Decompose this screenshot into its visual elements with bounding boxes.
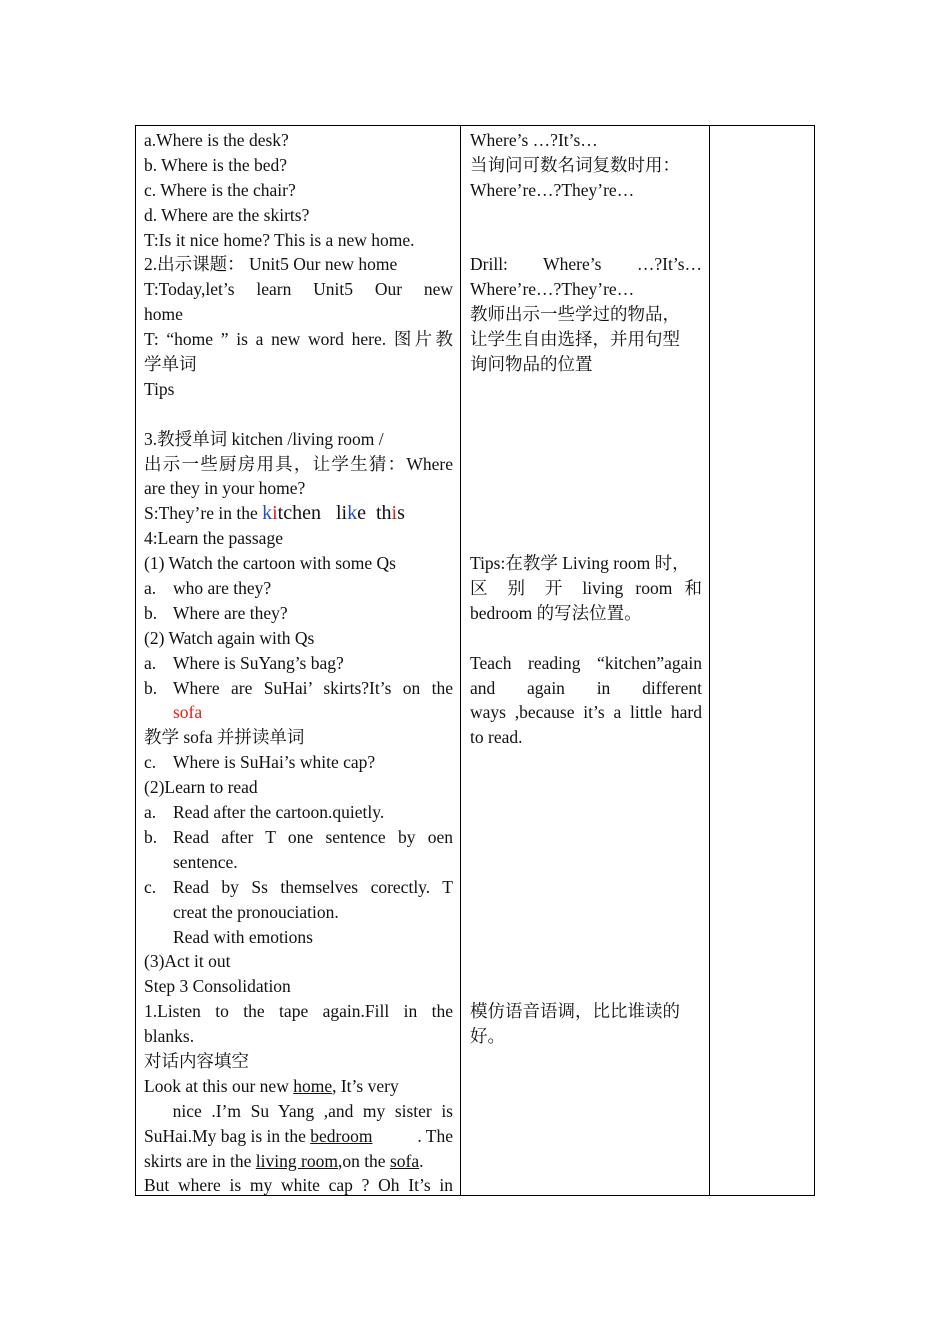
drill-line: Where’re…?They’re… — [470, 279, 635, 300]
drill-line: 教师出示一些学过的物品， — [470, 304, 680, 325]
tips-line: 区 别 开 living room 和 — [470, 578, 702, 599]
teach-sofa-line: 教学 sofa 并拼读单词 — [144, 727, 305, 748]
tips-label: Tips — [144, 378, 175, 399]
note-line: Where’s …?It’s… — [470, 130, 598, 150]
empty-column — [710, 126, 814, 1195]
list-item: a. Read after the cartoon.quietly. — [144, 802, 385, 823]
home-word-line-cont: 学单词 — [144, 354, 197, 375]
procedure-column — [136, 126, 461, 1195]
consolidation-heading: Step 3 Consolidation — [144, 976, 291, 997]
step3-words: 3.教授单词 kitchen /living room / — [144, 428, 384, 449]
notes-column — [461, 126, 710, 1195]
list-item: c. Where is SuHai’s white cap? — [144, 752, 376, 773]
question-c: c. Where is the chair? — [144, 179, 296, 200]
list-item-cont: creat the pronouciation. — [173, 901, 339, 922]
nice-home-line: T:Is it nice home? This is a new home. — [144, 229, 415, 250]
teach-line: and again in different — [470, 677, 702, 698]
today-line: T:Today,let’s learn Unit5 Our new — [144, 279, 453, 300]
watch-cartoon-line: (1) Watch the cartoon with some Qs — [144, 553, 396, 574]
drill-line: Drill: Where’s …?It’s… — [470, 254, 702, 275]
question-a: a.Where is the desk? — [144, 130, 289, 150]
passage-line-3: SuHai.My bag is in the bedroom . The — [144, 1125, 453, 1146]
tips-line: bedroom 的写法位置。 — [470, 602, 642, 623]
passage-line-5: But where is my white cap ? Oh It’s in — [144, 1175, 453, 1196]
watch-again-line: (2) Watch again with Qs — [144, 627, 315, 648]
emotions-line: Read with emotions — [173, 926, 313, 947]
list-item: b. Where are SuHai’ skirts?It’s on the — [144, 677, 453, 698]
list-item: b. Read after T one sentence by oen — [144, 826, 453, 847]
today-line-cont: home — [144, 304, 183, 325]
learn-passage-heading: 4:Learn the passage — [144, 528, 283, 549]
home-word-line: T: “home ” is a new word here. 图片教 — [144, 329, 453, 350]
guess-line: 出示一些厨房用具，让学生猜：Where — [144, 453, 453, 474]
teach-line: ways ,because it’s a little hard — [470, 702, 702, 723]
act-out-line: (3)Act it out — [144, 951, 231, 972]
learn-read-heading: (2)Learn to read — [144, 777, 258, 798]
list-item: b. Where are they? — [144, 602, 288, 623]
teach-line: Teach reading “kitchen”again — [470, 652, 702, 673]
note-line: Where’re…?They’re… — [470, 179, 635, 200]
passage-line-4: skirts are in the living room,on the sofa. — [144, 1150, 424, 1171]
passage-line-1: Look at this our new home, It’s very — [144, 1075, 399, 1096]
drill-line: 询问物品的位置 — [470, 354, 593, 375]
imitate-line: 好。 — [470, 1026, 505, 1047]
lesson-table — [135, 125, 815, 1196]
note-line: 当询问可数名词复数时用： — [470, 154, 680, 175]
teach-line: to read. — [470, 727, 523, 748]
question-d: d. Where are the skirts? — [144, 204, 310, 225]
topic-line: 2.出示课题： Unit5 Our new home — [144, 254, 398, 275]
kitchen-like-this-line: S:They’re in the kitchen like this — [144, 502, 405, 525]
sofa-word: sofa — [173, 702, 203, 723]
passage-line-2: nice .I’m Su Yang ,and my sister is — [144, 1100, 453, 1121]
list-item: a. Where is SuYang’s bag? — [144, 652, 344, 673]
drill-line: 让学生自由选择，并用句型 — [470, 329, 680, 350]
imitate-line: 模仿语音语调，比比谁读的 — [470, 1001, 680, 1022]
fill-blanks-heading: 对话内容填空 — [144, 1050, 249, 1071]
guess-line-cont: are they in your home? — [144, 478, 306, 499]
listen-line: 1.Listen to the tape again.Fill in the — [144, 1001, 453, 1022]
listen-line-cont: blanks. — [144, 1026, 195, 1047]
list-item: a. who are they? — [144, 578, 272, 599]
question-b: b. Where is the bed? — [144, 154, 288, 175]
list-item-cont: sentence. — [173, 851, 238, 872]
tips-line: Tips:在教学 Living room 时， — [470, 553, 690, 574]
list-item: c. Read by Ss themselves corectly. T — [144, 876, 453, 897]
